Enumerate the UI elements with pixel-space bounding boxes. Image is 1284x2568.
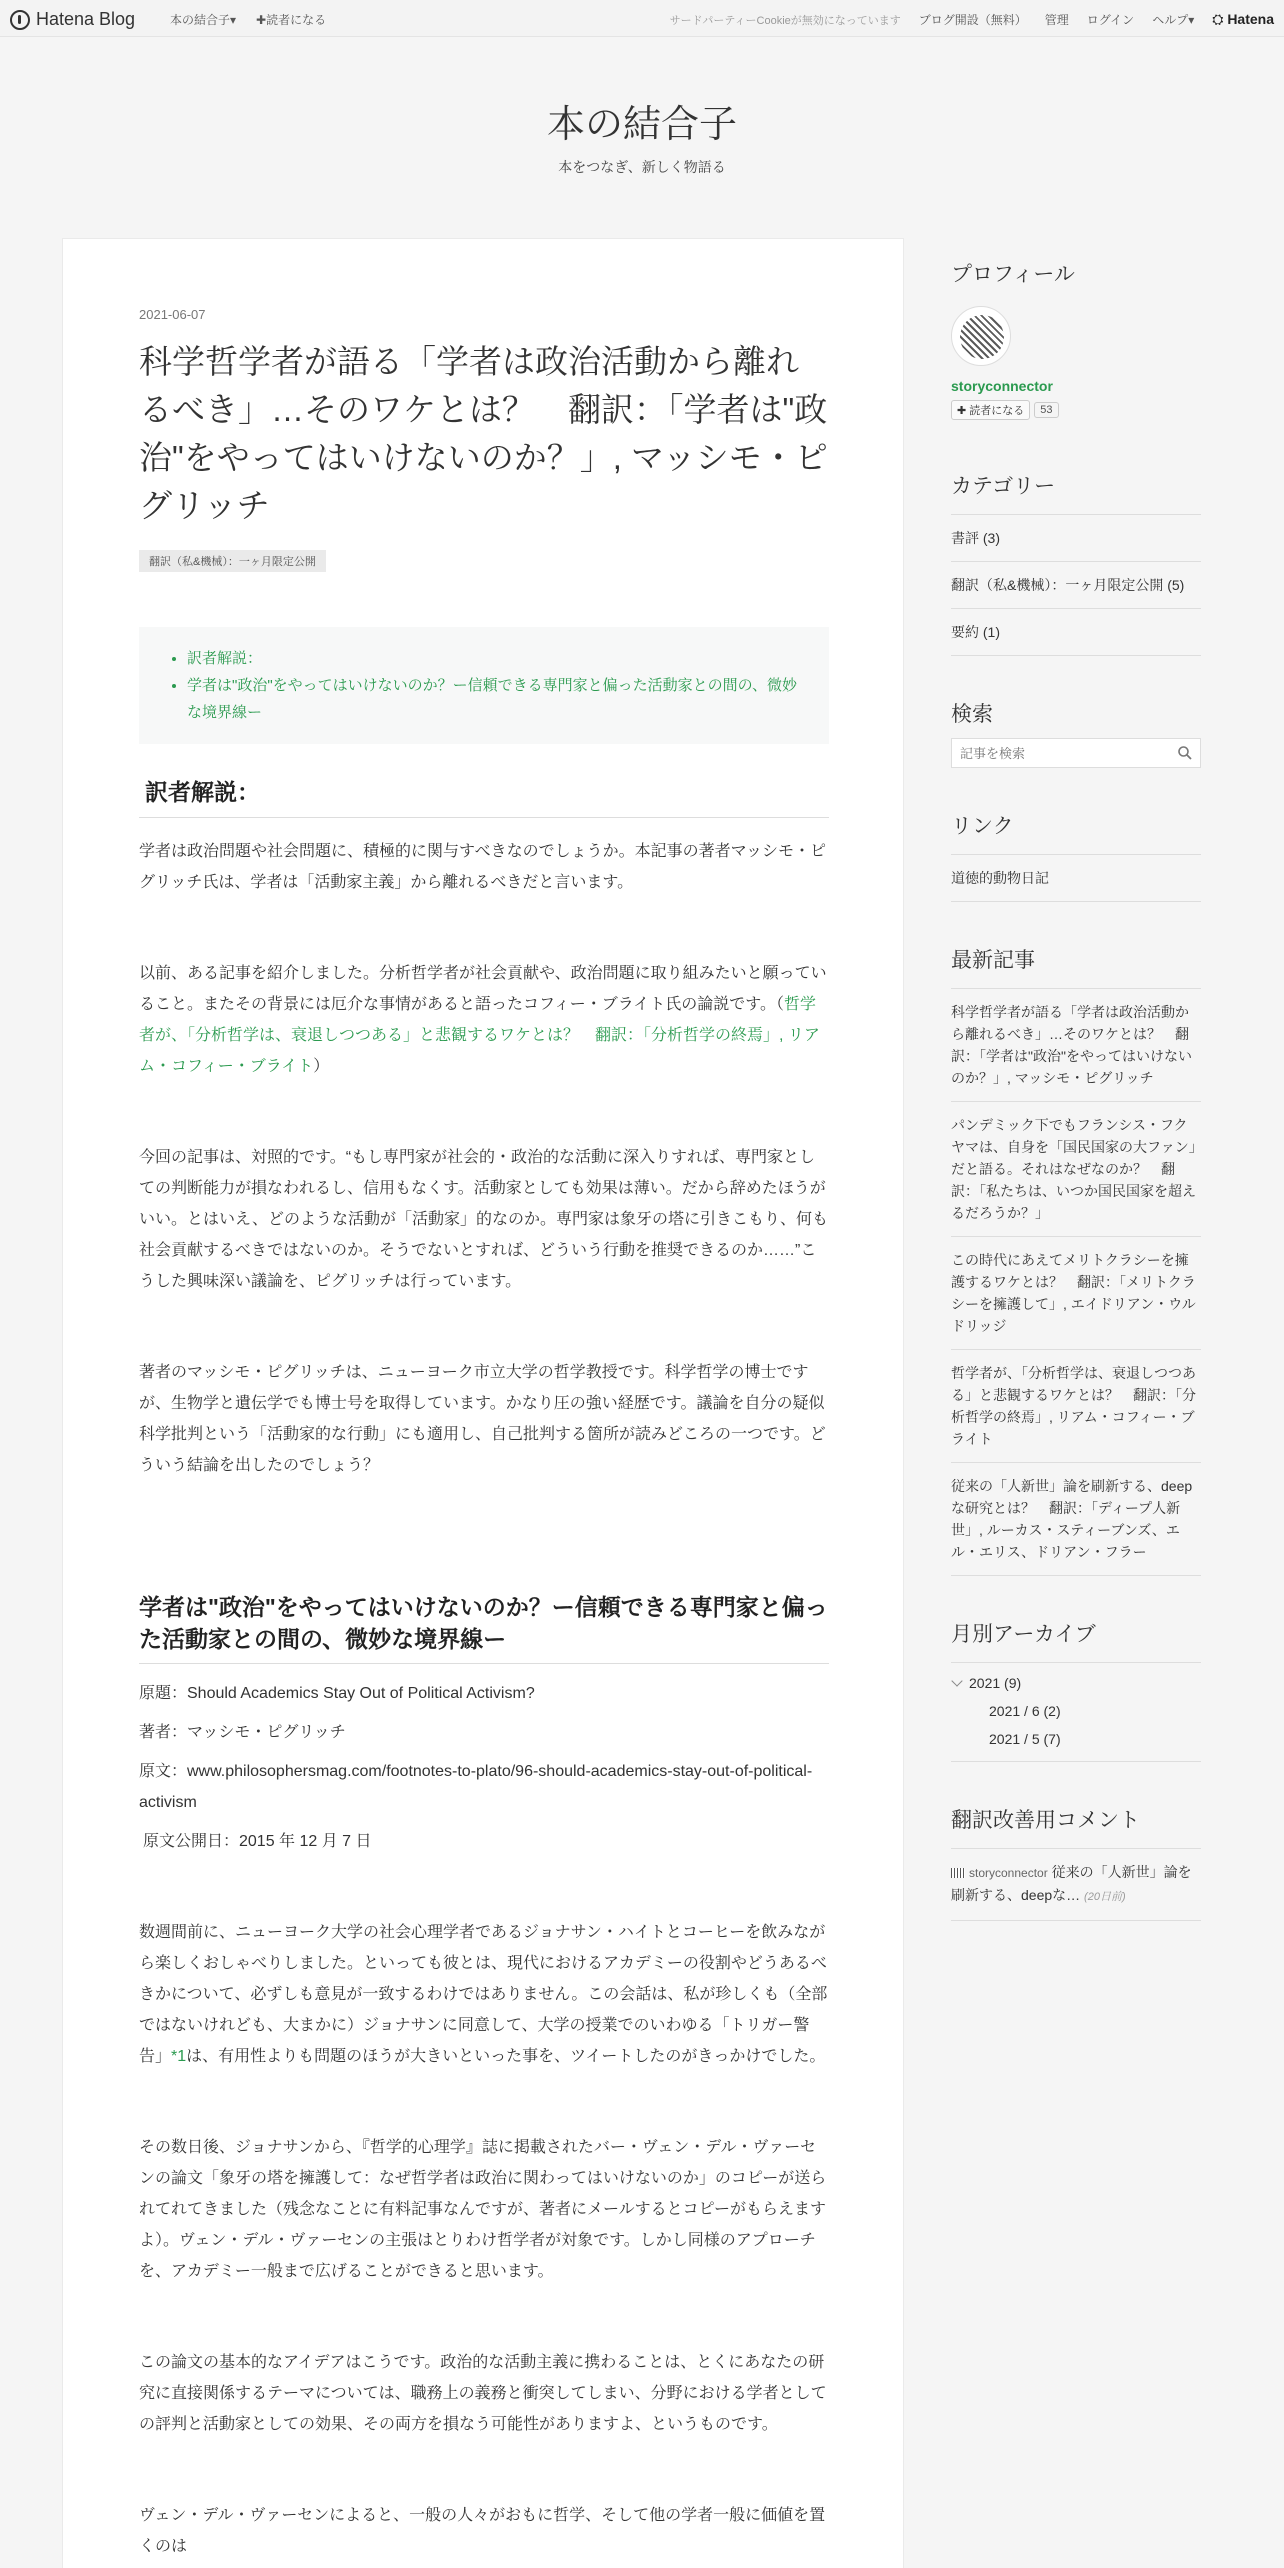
hatena-mark-icon: ⛭: [1212, 11, 1224, 27]
chevron-down-icon[interactable]: [951, 1675, 962, 1686]
hatena-blog-logo[interactable]: [10, 9, 135, 30]
subscribe-button[interactable]: ✚ 読者になる: [951, 400, 1030, 420]
paragraph: [139, 1917, 829, 2072]
paragraph-text: は、有用性よりも問題のほうが大きいといった事を、ツイートしたのがきっかけでした。: [186, 2048, 826, 2065]
section-heading-article: 学者は"政治"をやってはいけないのか？ー信頼できる専門家と偏った活動家との間の、微妙な境界線ー: [139, 1591, 829, 1664]
toc-item[interactable]: [187, 672, 809, 726]
entry-date[interactable]: 2021-06-07: [139, 307, 206, 322]
recent-entry[interactable]: 従来の「人新世」論を刷新する、deepな研究とは？ 翻訳：「ディープ人新世」, ルーカス・スティーブンズ、エル・エリス、ドリアン・フラー: [951, 1463, 1201, 1576]
footnote-link[interactable]: *1: [171, 2048, 187, 2065]
paragraph: 今回の記事は、対照的です。“もし専門家が社会的・政治的な活動に深入りすれば、専門家としての判断能力が損なわれるし、信用もなくす。活動家としても効果は薄い。だから辞めたほうがいい。とはいえ、どのような活動が「活動家」的なのか。専門家は象牙の塔に引きこもり、何も社会貢献するべきではないのか。そうでないとすれば、どういう行動を推奨できるのか……”こうした興味深い議論を、ピグリッチは行っています。: [139, 1149, 828, 1290]
paragraph: 著者のマッシモ・ピグリッチは、ニューヨーク市立大学の哲学教授です。科学哲学の博士ですが、生物学と遺伝学でも博士号を取得しています。かなり圧の強い経歴です。議論を自分の疑似科学批判という「活動家的な行動」にも適用し、自己批判する箇所が読みどころの一つです。どういう結論を出したのでしょう？: [139, 1364, 826, 1474]
header-right-nav: [670, 11, 1274, 28]
recent-entry[interactable]: パンデミック下でもフランシス・フクヤマは、自身を「国民国家の大ファン」だと語る。それはなぜなのか？ 翻訳：「私たちは、いつか国民国家を超えるだろうか？」: [951, 1102, 1201, 1237]
recent-entry[interactable]: 科学哲学者が語る「学者は政治活動から離れるべき」…そのワケとは？ 翻訳：「学者は"政治"をやってはいけないのか？」, マッシモ・ピグリッチ: [951, 989, 1201, 1102]
cookie-notice[interactable]: サードパーティーCookieが無効になっています: [669, 14, 901, 27]
recent-module: [951, 944, 1201, 1576]
link-item[interactable]: 道徳的動物日記: [951, 855, 1201, 902]
links-module: [951, 810, 1201, 902]
recent-heading: 最新記事: [951, 944, 1201, 989]
create-blog-link[interactable]: ブログ開設（無料）: [918, 13, 1027, 27]
comments-module: [951, 1804, 1201, 1921]
archive-heading: 月別アーカイブ: [951, 1618, 1201, 1663]
recent-entry[interactable]: 哲学者が、「分析哲学は、衰退しつつある」と悲観するワケとは？ 翻訳：「分析哲学の終焉」, リアム・コフィー・ブライト: [951, 1350, 1201, 1463]
header-left-nav: [170, 11, 326, 28]
search-box: [951, 738, 1201, 768]
search-module: [951, 698, 1201, 768]
hatena-mark[interactable]: [1212, 11, 1274, 28]
blog-title[interactable]: 本の結合子: [546, 102, 737, 146]
category-item[interactable]: 書評 (3): [951, 515, 1201, 562]
blog-menu-dropdown[interactable]: 本の結合子▾: [170, 13, 237, 27]
profile-module: [951, 258, 1201, 420]
paragraph: [139, 958, 829, 1082]
blog-description: 本をつなぎ、新しく物語る: [558, 159, 726, 175]
login-link[interactable]: ログイン: [1086, 13, 1135, 27]
archive-month[interactable]: 2021 / 6 (2): [989, 1703, 1061, 1719]
paragraph: この論文の基本的なアイデアはこうです。政治的な活動主義に携わることは、とくにあなたの研究に直接関係するテーマについては、職務上の義務と衝突してしまい、分野における学者としての評判と活動家としての効果、その両方を損なう可能性がありますよ、というものです。: [139, 2354, 827, 2433]
reader-count[interactable]: 53: [1034, 402, 1058, 418]
category-item[interactable]: 要約 (1): [951, 609, 1201, 656]
toc-link[interactable]: 学者は"政治"をやってはいけないのか？ー信頼できる専門家と偏った活動家との間の、微妙な境界線ー: [187, 677, 798, 721]
table-of-contents: [139, 627, 829, 744]
comment-entry-link[interactable]: 従来の「人新世」論を刷新する、deepな…: [951, 1864, 1192, 1903]
recent-entry[interactable]: この時代にあえてメリトクラシーを擁護するワケとは？ 翻訳：「メリトクラシーを擁護して」, エイドリアン・ウルドリッジ: [951, 1237, 1201, 1350]
category-module: [951, 470, 1201, 656]
sidebar: [951, 258, 1201, 1963]
paragraph: ヴェン・デル・ヴァーセンによると、一般の人々がおもに哲学、そして他の学者一般に価値を置くのは: [139, 2507, 826, 2555]
profile-name[interactable]: storyconnector: [951, 378, 1053, 394]
comment-time: (20日前): [1084, 1891, 1126, 1903]
archive-module: [951, 1618, 1201, 1762]
comment-item: [951, 1849, 1201, 1921]
search-input[interactable]: [952, 739, 1162, 767]
hatena-logo-icon: [10, 10, 30, 30]
paragraph-text: 数週間前に、ニューヨーク大学の社会心理学者であるジョナサン・ハイトとコーヒーを飲みながら楽しくおしゃべりしました。といっても彼とは、現代におけるアカデミーの役割やどうあるべきかについて、必ずしも意見が一致するわけではありません。この会話は、私が珍しくも（全部ではないけれども、大まかに）ジョナサンに同意して、大学の授業でのいわゆる「トリガー警告」: [139, 1924, 828, 2065]
comment-user[interactable]: storyconnector: [969, 1866, 1048, 1880]
hatena-mark-label: Hatena: [1227, 11, 1274, 27]
category-heading: カテゴリー: [951, 470, 1201, 515]
original-source: 原文：www.philosophersmag.com/footnotes-to-plato/96-should-academics-stay-out-of-political-activism: [139, 1763, 813, 1811]
archive-month[interactable]: 2021 / 5 (7): [951, 1725, 1201, 1762]
main-content: [62, 238, 904, 2568]
user-icon: [951, 1868, 965, 1878]
toc-link[interactable]: 訳者解説：: [187, 650, 263, 667]
help-dropdown[interactable]: ヘルプ▾: [1152, 13, 1195, 27]
original-author: 著者：マッシモ・ピグリッチ: [139, 1724, 346, 1741]
entry: [139, 307, 829, 2562]
admin-link[interactable]: 管理: [1044, 13, 1069, 27]
reader-controls: [951, 400, 1201, 420]
profile: [951, 296, 1201, 420]
global-header: [0, 0, 1284, 37]
category-item[interactable]: 翻訳（私&機械）：一ヶ月限定公開 (5): [951, 562, 1201, 609]
related-article-link[interactable]: 哲学者が、「分析哲学は、衰退しつつある」と悲観するワケとは？ 翻訳：「分析哲学の終焉」, リアム・コフィー・ブライト: [139, 996, 820, 1075]
toc-item[interactable]: [187, 645, 809, 672]
links-heading: リンク: [951, 810, 1201, 855]
brand-label: Hatena Blog: [36, 9, 136, 29]
search-icon[interactable]: [1177, 745, 1193, 761]
paragraph-text: ）: [313, 1058, 330, 1075]
paragraph: 学者は政治問題や社会問題に、積極的に関与すべきなのでしょうか。本記事の著者マッシモ・ピグリッチ氏は、学者は「活動家主義」から離れるべきだと言います。: [139, 843, 827, 891]
profile-heading: プロフィール: [951, 263, 1075, 286]
avatar[interactable]: [951, 306, 1011, 366]
paragraph: その数日後、ジョナサンから、『哲学的心理学』誌に掲載されたバー・ヴェン・デル・ヴァーセンの論文「象牙の塔を擁護して：なぜ哲学者は政治に関わってはいけないのか」のコピーが送られてれてきました（残念なことに有料記事なんですが、著者にメールするとコピーがもらえますよ）。ヴェン・デル・ヴァーセンの主張はとりわけ哲学者が対象です。しかし同様のアプローチを、アカデミー一般まで広げることができると思います。: [139, 2139, 827, 2280]
paragraph-text: 以前、ある記事を紹介しました。分析哲学者が社会貢献や、政治問題に取り組みたいと願っていること。またその背景には厄介な事情があると語ったコフィー・ブライト氏の論説です。（: [139, 965, 827, 1013]
original-title: 原題：Should Academics Stay Out of Political Activism?: [139, 1685, 535, 1702]
search-heading: 検索: [951, 703, 993, 726]
comments-heading: 翻訳改善用コメント: [951, 1804, 1201, 1849]
archive-year-label[interactable]: 2021 (9): [969, 1675, 1022, 1691]
original-pubdate: 原文公開日：2015 年 12 月 7 日: [143, 1833, 372, 1850]
section-heading-translator: 訳者解説：: [139, 774, 829, 818]
subscribe-link[interactable]: ✚読者になる: [256, 13, 327, 27]
entry-category-tag[interactable]: 翻訳（私&機械）：一ヶ月限定公開: [139, 550, 326, 572]
entry-title[interactable]: 科学哲学者が語る「学者は政治活動から離れるべき」…そのワケとは？ 翻訳：「学者は"政治"をやってはいけないのか？」, マッシモ・ピグリッチ: [139, 343, 828, 524]
archive-year[interactable]: [951, 1669, 1201, 1697]
